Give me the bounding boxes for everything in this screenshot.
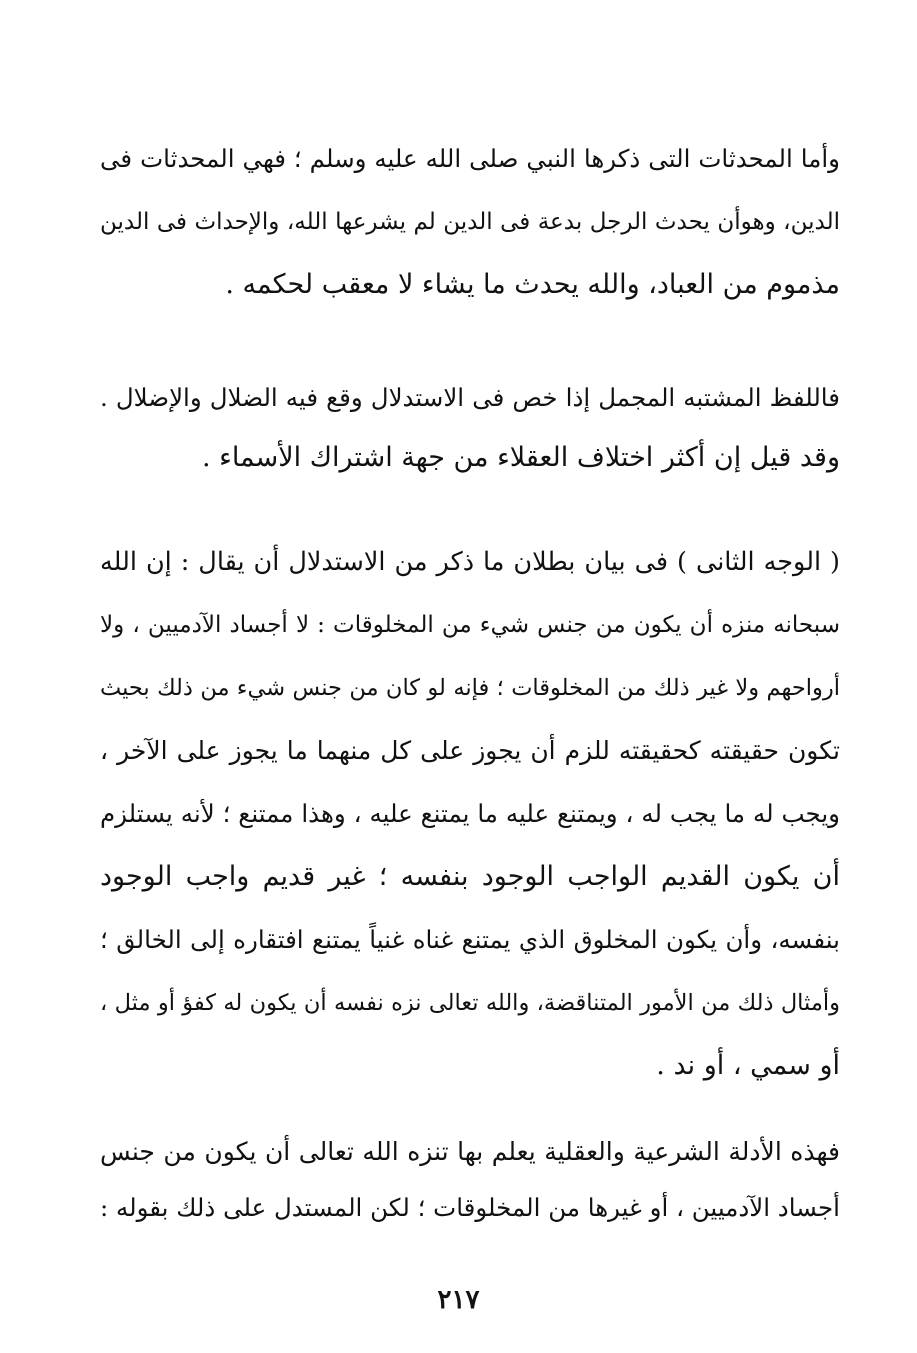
text-line: بنفسه، وأن يكون المخلوق الذي يمتنع غناه غنياً يمتنع افتقاره إلى الخالق ؛ xyxy=(100,925,840,954)
page-number: ٢١٧ xyxy=(437,1285,480,1315)
paragraph-1 xyxy=(100,133,840,313)
text-line: أن يكون القديم الواجب الوجود بنفسه ؛ غير قديم واجب الوجود xyxy=(100,861,840,892)
text-line: سبحانه منزه أن يكون من جنس شيء من المخلوقات : لا أجساد الآدميين ، ولا xyxy=(100,612,840,638)
text-line: فهذه الأدلة الشرعية والعقلية يعلم بها تنزه الله تعالى أن يكون من جنس xyxy=(100,1137,840,1166)
text-line: وقد قيل إن أكثر اختلاف العقلاء من جهة اشتراك الأسماء . xyxy=(201,442,840,473)
text-line: تكون حقيقته كحقيقته للزم أن يجوز على كل منهما ما يجوز على الآخر ، xyxy=(100,736,840,765)
text-line: الدين، وهوأن يحدث الرجل بدعة فى الدين لم يشرعها الله، والإحداث فى الدين xyxy=(100,209,840,235)
text-line: ويجب له ما يجب له ، ويمتنع عليه ما يمتنع عليه ، وهذا ممتنع ؛ لأنه يستلزم xyxy=(100,799,840,828)
text-line: وأما المحدثات التى ذكرها النبي صلى الله عليه وسلم ؛ فهي المحدثات فى xyxy=(100,144,840,173)
text-line: مذموم من العباد، والله يحدث ما يشاء لا معقب لحكمه . xyxy=(225,269,840,300)
paragraph-4 xyxy=(100,1126,840,1246)
paragraph-3 xyxy=(100,536,840,1096)
text-line: أو سمي ، أو ند . xyxy=(656,1050,840,1081)
paragraph-2 xyxy=(100,372,840,492)
text-line: وأمثال ذلك من الأمور المتناقضة، والله تعالى نزه نفسه أن يكون له كفؤ أو مثل ، xyxy=(100,990,840,1016)
text-line: فاللفظ المشتبه المجمل إذا خص فى الاستدلال وقع فيه الضلال والإضلال . xyxy=(100,383,840,412)
text-line: أجساد الآدميين ، أو غيرها من المخلوقات ؛ لكن المستدل على ذلك بقوله : xyxy=(100,1193,840,1222)
text-line: ( الوجه الثانى ) فى بيان بطلان ما ذكر من الاستدلال أن يقال : إن الله xyxy=(100,547,840,577)
text-line: أرواحهم ولا غير ذلك من المخلوقات ؛ فإنه لو كان من جنس شيء من ذلك بحيث xyxy=(100,675,840,701)
